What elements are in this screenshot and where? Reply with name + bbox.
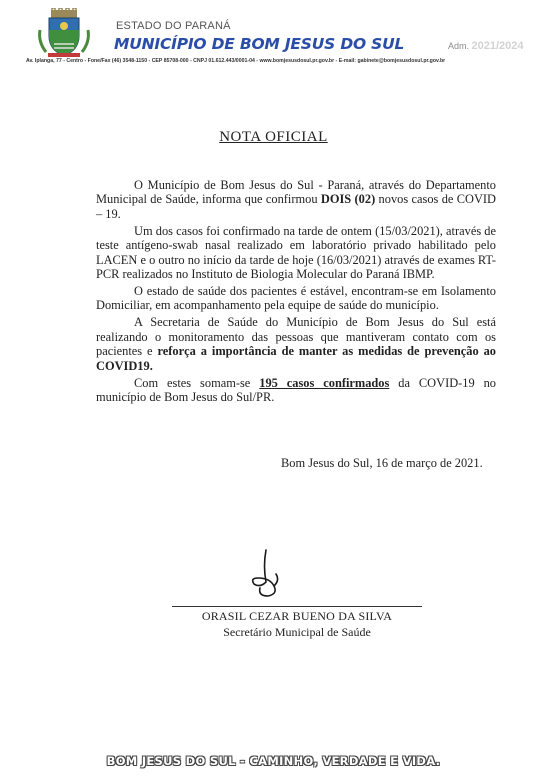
paragraph-cases-details: Um dos casos foi confirmado na tarde de ontem (15/03/2021), através de teste antígeno-swab nasal realizado em laboratório privado habilitado pelo LACEN e o outro no início da tarde de hoje (16/03/2021) através de exames RT-PCR realizados no Instituto de Biologia Molecular do Paraná IBMP. bbox=[96, 223, 496, 282]
date-line: Bom Jesus do Sul, 16 de março de 2021. bbox=[281, 456, 483, 470]
p1-text-c: novos casos de COVID – 19. bbox=[96, 192, 497, 221]
p1-text-a: O Município de Bom Jesus do Sul - Paraná, através do Departamento Municipal de Saúde, informa que confirmou bbox=[96, 178, 496, 207]
footer-motto: BOM JESUS DO SUL - CAMINHO, VERDADE E VIDA. bbox=[106, 754, 441, 768]
new-cases-count: DOIS (02) bbox=[320, 192, 376, 207]
document-title: NOTA OFICIAL bbox=[219, 129, 328, 145]
administration-term bbox=[448, 40, 524, 52]
signatory-role: Secretário Municipal de Saúde bbox=[223, 625, 371, 639]
paragraph-monitoring bbox=[96, 315, 496, 373]
document-body bbox=[96, 178, 496, 407]
signature-line bbox=[172, 606, 422, 607]
state-name: ESTADO DO PARANÁ bbox=[116, 20, 231, 32]
prevention-emphasis: reforça a importância de manter as medidas de prevenção ao COVID19. bbox=[96, 344, 496, 373]
paragraph-patient-status: O estado de saúde dos pacientes é estável, encontram-se em Isolamento Domiciliar, em acompanhamento pela equipe de saúde do município. bbox=[96, 284, 496, 313]
paragraph-total-cases bbox=[96, 376, 496, 405]
p5-text-c: da COVID-19 no município de Bom Jesus do Sul/PR. bbox=[96, 375, 496, 405]
contact-line: Av. Iplanga, 77 - Centro - Fone/Fax (46) 3548-1150 - CEP 85708-000 - CNPJ 01.612.443/0001-04 - www.bomjesusdosul.pr.gov.br - E-mail: gabinete@bomjesusdosul.pr.gov.br bbox=[26, 58, 446, 64]
municipality-name: MUNICÍPIO DE BOM JESUS DO SUL bbox=[114, 35, 405, 53]
handwritten-signature bbox=[246, 548, 292, 600]
administration-years: 2021/2024 bbox=[471, 40, 524, 52]
total-cases-count: 195 casos confirmados bbox=[259, 375, 390, 390]
paragraph-announcement bbox=[96, 178, 496, 221]
signatory-name: ORASIL CEZAR BUENO DA SILVA bbox=[201, 609, 393, 623]
coat-of-arms-icon bbox=[36, 8, 92, 58]
administration-label: Adm. bbox=[448, 41, 470, 51]
p4-text-a: A Secretaria de Saúde do Município de Bom Jesus do Sul está realizando o monitoramento das pessoas que mantiveram contato com os pacientes e bbox=[96, 315, 496, 359]
p5-text-a: Com estes somam-se bbox=[134, 375, 260, 390]
